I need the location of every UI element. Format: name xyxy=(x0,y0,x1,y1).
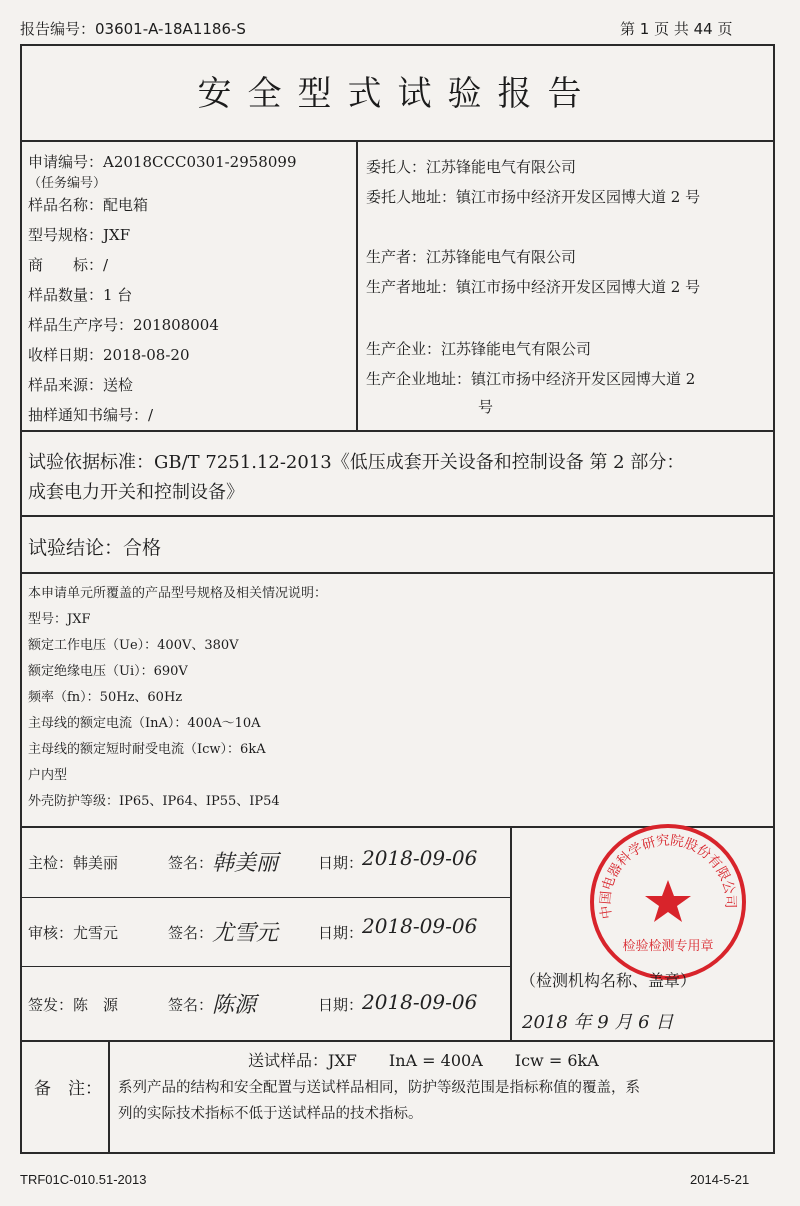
divider-conclusion xyxy=(20,572,775,574)
coverage-line: 额定绝缘电压（Ui）：690V xyxy=(28,664,188,679)
producer-address: 生产者地址：镇江市扬中经济开发区园博大道 2 号 xyxy=(366,278,701,296)
client: 委托人：江苏锋能电气有限公司 xyxy=(366,158,577,176)
page-info: 第 1 页 共 44 页 xyxy=(620,20,733,38)
manufacturer: 生产企业：江苏锋能电气有限公司 xyxy=(366,340,592,358)
trademark: 商 标：/ xyxy=(28,256,109,274)
official-seal-icon xyxy=(588,822,748,982)
date-label: 日期： xyxy=(318,854,364,872)
application-number: 申请编号：A2018CCC0301-2958099 xyxy=(28,153,297,171)
divider-info-vertical xyxy=(356,140,358,430)
coverage-line: 额定工作电压（Ue）：400V、380V xyxy=(28,638,239,653)
sign-label: 签名： xyxy=(168,924,214,942)
task-number-label: （任务编号） xyxy=(28,176,107,191)
form-date: 2014-5-21 xyxy=(690,1172,750,1187)
divider-info xyxy=(20,430,775,432)
remarks-note-2: 列的实际技术指标不低于送试样品的技术指标。 xyxy=(118,1106,423,1122)
approver-signature: 陈源 xyxy=(212,993,257,1018)
date-label: 日期： xyxy=(318,924,364,942)
report-title: 安全型式试验报告 xyxy=(197,74,598,114)
reviewer-signature: 尤雪元 xyxy=(212,921,279,946)
stamp-date: 2018 年 9 月 6 日 xyxy=(522,1012,674,1033)
sign-label: 签名： xyxy=(168,854,214,872)
manufacturer-address-continued: 号 xyxy=(478,398,494,416)
coverage-intro: 本申请单元所覆盖的产品型号规格及相关情况说明： xyxy=(28,586,328,601)
reviewer-date: 2018-09-06 xyxy=(362,914,478,938)
remarks-label: 备 注： xyxy=(34,1079,102,1099)
sampling-notice-number: 抽样通知书编号：/ xyxy=(28,406,154,424)
approver-date: 2018-09-06 xyxy=(362,990,478,1014)
divider-standard xyxy=(20,515,775,517)
seal-subtext: 检验检测专用章 xyxy=(622,939,714,954)
manufacturer-address: 生产企业地址：镇江市扬中经济开发区园博大道 2 xyxy=(366,370,696,388)
org-caption: （检测机构名称、盖章） xyxy=(520,971,697,990)
inspector-date: 2018-09-06 xyxy=(362,846,478,870)
inspector: 主检：韩美丽 xyxy=(28,854,119,872)
received-date: 收样日期：2018-08-20 xyxy=(28,346,190,364)
remarks-note-1: 系列产品的结构和安全配置与送试样品相同，防护等级范围是指标称值的覆盖，系 xyxy=(118,1080,640,1096)
test-conclusion: 试验结论：合格 xyxy=(28,537,162,559)
sample-name: 样品名称：配电箱 xyxy=(28,196,149,214)
tested-sample-line: 送试样品：JXF InA = 400A Icw = 6kA xyxy=(248,1051,599,1070)
divider-sign-2 xyxy=(20,966,510,967)
seal-star-icon xyxy=(645,880,691,922)
coverage-line: 主母线的额定电流（InA）：400A～10A xyxy=(28,716,261,731)
sample-source: 样品来源：送检 xyxy=(28,376,134,394)
date-label: 日期： xyxy=(318,996,364,1014)
divider-sign-vertical xyxy=(510,826,512,1040)
inspector-signature: 韩美丽 xyxy=(212,851,279,876)
producer: 生产者：江苏锋能电气有限公司 xyxy=(366,248,577,266)
divider-signatures xyxy=(20,1040,775,1042)
sample-quantity: 样品数量：1 台 xyxy=(28,286,133,304)
coverage-line: 频率（fn）：50Hz、60Hz xyxy=(28,690,183,705)
sample-serial-number: 样品生产序号：201808004 xyxy=(28,316,219,334)
reviewer: 审核：尤雪元 xyxy=(28,924,119,942)
form-number: TRF01C-010.51-2013 xyxy=(20,1172,147,1187)
approver: 签发：陈 源 xyxy=(28,996,119,1014)
coverage-line: 主母线的额定短时耐受电流（Icw）：6kA xyxy=(28,742,266,757)
coverage-line: 型号：JXF xyxy=(28,612,91,627)
test-standard-line-2: 成套电力开关和控制设备》 xyxy=(28,482,244,503)
client-address: 委托人地址：镇江市扬中经济开发区园博大道 2 号 xyxy=(366,188,701,206)
seal-text: 中国电器科学研究院股份有限公司 xyxy=(597,832,739,920)
test-standard-line-1: 试验依据标准：GB/T 7251.12-2013《低压成套开关设备和控制设备 第 2 部分： xyxy=(28,452,685,473)
divider-title xyxy=(20,140,775,142)
divider-sign-1 xyxy=(20,897,510,898)
coverage-line: 户内型 xyxy=(28,768,68,783)
divider-remarks-vertical xyxy=(108,1040,110,1154)
model-spec: 型号规格：JXF xyxy=(28,226,131,244)
sign-label: 签名： xyxy=(168,996,214,1014)
coverage-line: 外壳防护等级：IP65、IP64、IP55、IP54 xyxy=(28,794,280,809)
report-number: 报告编号：03601-A-18A1186-S xyxy=(20,20,246,38)
